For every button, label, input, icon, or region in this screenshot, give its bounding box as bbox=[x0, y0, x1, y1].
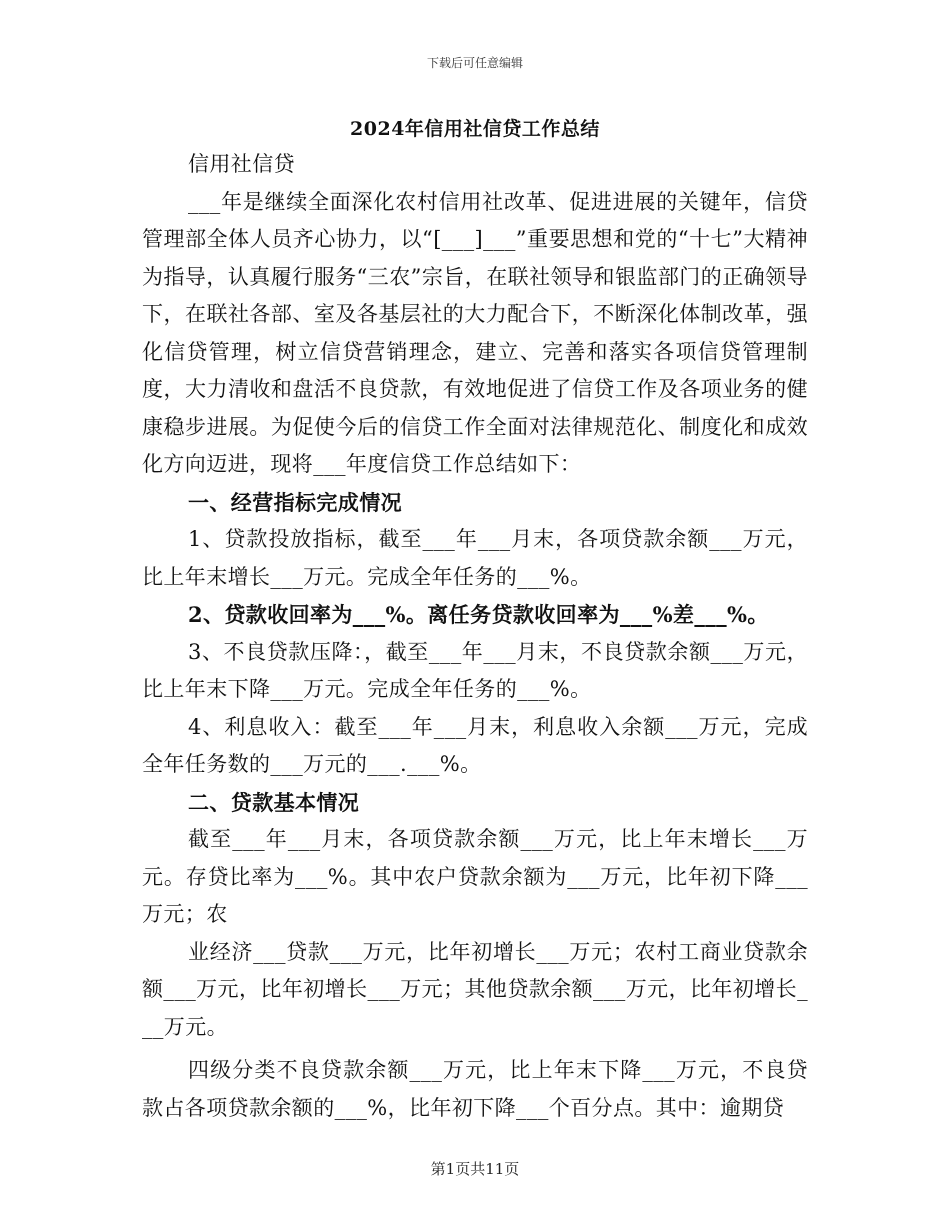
section-heading-1: 一、经营指标完成情况 bbox=[188, 489, 402, 515]
document-title: 2024年信用社信贷工作总结 bbox=[350, 118, 600, 140]
paragraph-nonperforming: 四级分类不良贷款余额___万元，比上年末下降___万元，不良贷款占各项贷款余额的___%，比年初下降___个百分点。其中：逾期贷 bbox=[142, 1058, 808, 1120]
paragraph-loan-breakdown: 业经济___贷款___万元，比年初增长___万元；农村工商业贷款余额___万元，比年初增长___万元；其他贷款余额___万元，比年初增长___万元。 bbox=[142, 939, 808, 1039]
paragraph-item-3: 3、不良贷款压降：，截至___年___月末，不良贷款余额___万元，比上年末下降___万元。完成全年任务的___%。 bbox=[142, 639, 808, 701]
paragraph-subtitle: 信用社信贷 bbox=[188, 152, 295, 176]
document-body bbox=[142, 146, 808, 1127]
paragraph-item-1: 1、贷款投放指标，截至___年___月末，各项贷款余额___万元，比上年末增长___万元。完成全年任务的___%。 bbox=[142, 527, 808, 589]
paragraph-item-2: 2、贷款收回率为___%。离任务贷款收回率为___%差___%。 bbox=[188, 602, 769, 627]
section-heading-2: 二、贷款基本情况 bbox=[188, 789, 360, 815]
paragraph-loan-balance: 截至___年___月末，各项贷款余额___万元，比上年末增长___万元。存贷比率为___%。其中农户贷款余额为___万元，比年初下降___万元；农 bbox=[142, 827, 808, 926]
page-footer: 第1页共11页 bbox=[430, 1160, 520, 1178]
paragraph-item-4: 4、利息收入：截至___年___月末，利息收入余额___万元，完成全年任务数的___万元的___.___%。 bbox=[142, 714, 808, 776]
paragraph-intro: ___年是继续全面深化农村信用社改革、促进进展的关键年，信贷管理部全体人员齐心协力，以“[___]___”重要思想和党的“十七”大精神为指导，认真履行服务“三农”宗旨，在联社领导和银监部门的正确领导下，在联社各部、室及各基层社的大力配合下，不断深化体制改革，强化信贷管理，树立信贷营销理念，建立、完善和落实各项信贷管理制度，大力清收和盘活不良贷款，有效地促进了信贷工作及各项业务的健康稳步进展。为促使今后的信贷工作全面对法律规范化、制度化和成效化方向迈进，现将___年度信贷工作总结如下： bbox=[142, 189, 808, 476]
header-note: 下载后可任意编辑 bbox=[426, 56, 523, 70]
